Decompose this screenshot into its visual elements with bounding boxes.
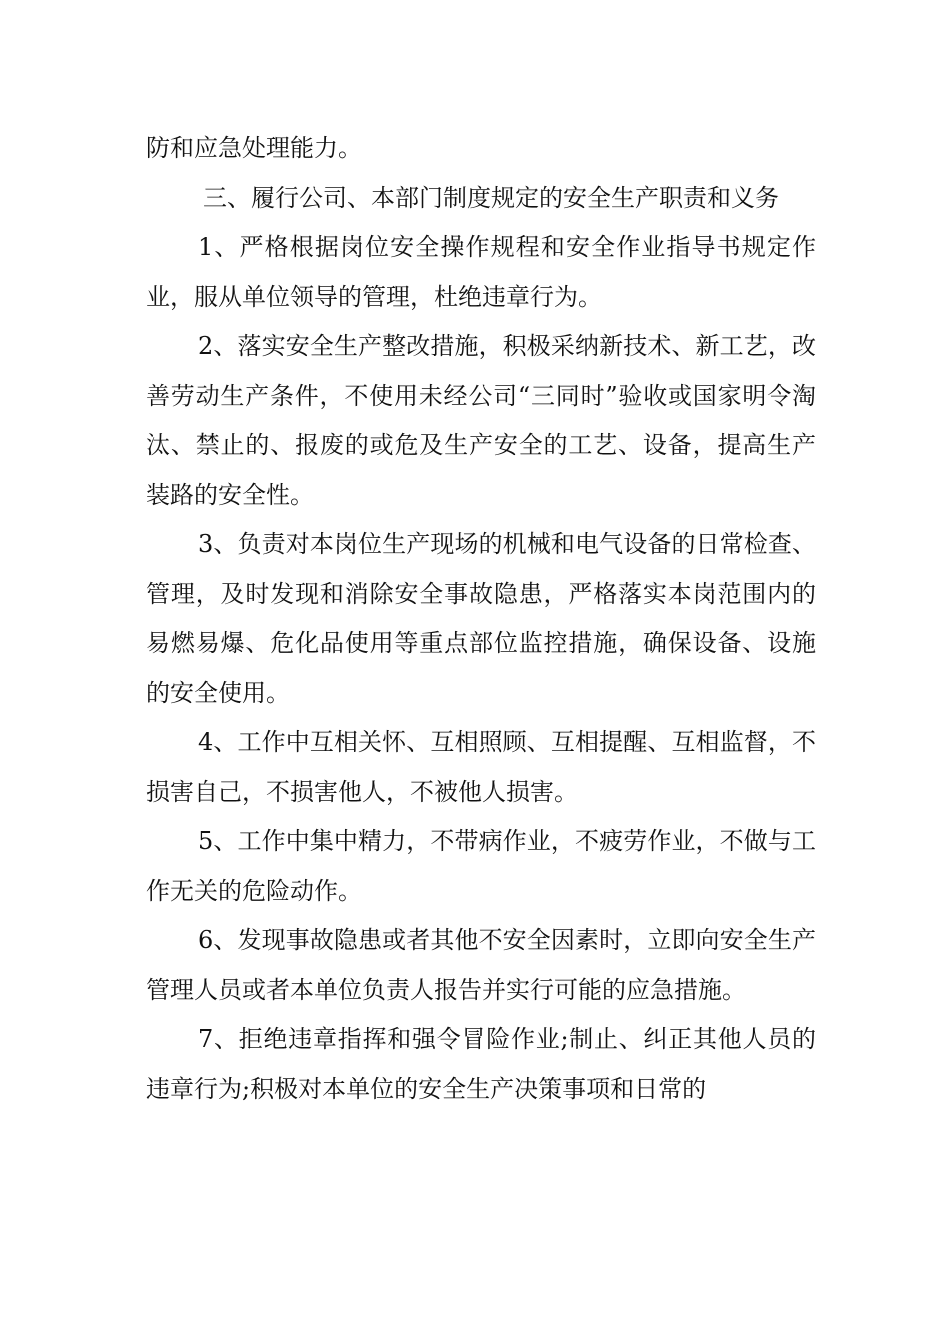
paragraph-item-2: 2、落实安全生产整改措施，积极采纳新技术、新工艺，改善劳动生产条件，不使用未经公司“三同时”验收或国家明令淘汰、禁止的、报废的或危及生产安全的工艺、设备，提高生产装路的安全性。 — [146, 332, 816, 509]
paragraph-item-4: 4、工作中互相关怀、互相照顾、互相提醒、互相监督，不损害自己，不损害他人，不被他人损害。 — [146, 728, 816, 806]
section-heading-3: 三、履行公司、本部门制度规定的安全生产职责和义务 — [203, 183, 779, 212]
paragraph-item-1: 1、严格根据岗位安全操作规程和安全作业指导书规定作业，服从单位领导的管理，杜绝违章行为。 — [146, 233, 816, 311]
paragraph-item-6: 6、发现事故隐患或者其他不安全因素时，立即向安全生产管理人员或者本单位负责人报告并实行可能的应急措施。 — [146, 926, 816, 1004]
document-body — [146, 124, 816, 1114]
paragraph-continuation: 防和应急处理能力。 — [146, 134, 362, 162]
paragraph-item-7: 7、拒绝违章指挥和强令冒险作业;制止、纠正其他人员的违章行为;积极对本单位的安全生产决策事项和日常的 — [146, 1025, 816, 1103]
paragraph-item-5: 5、工作中集中精力，不带病作业，不疲劳作业，不做与工作无关的危险动作。 — [146, 827, 816, 905]
paragraph-item-3: 3、负责对本岗位生产现场的机械和电气设备的日常检查、管理，及时发现和消除安全事故隐患，严格落实本岗范围内的易燃易爆、危化品使用等重点部位监控措施，确保设备、设施的安全使用。 — [146, 530, 816, 707]
